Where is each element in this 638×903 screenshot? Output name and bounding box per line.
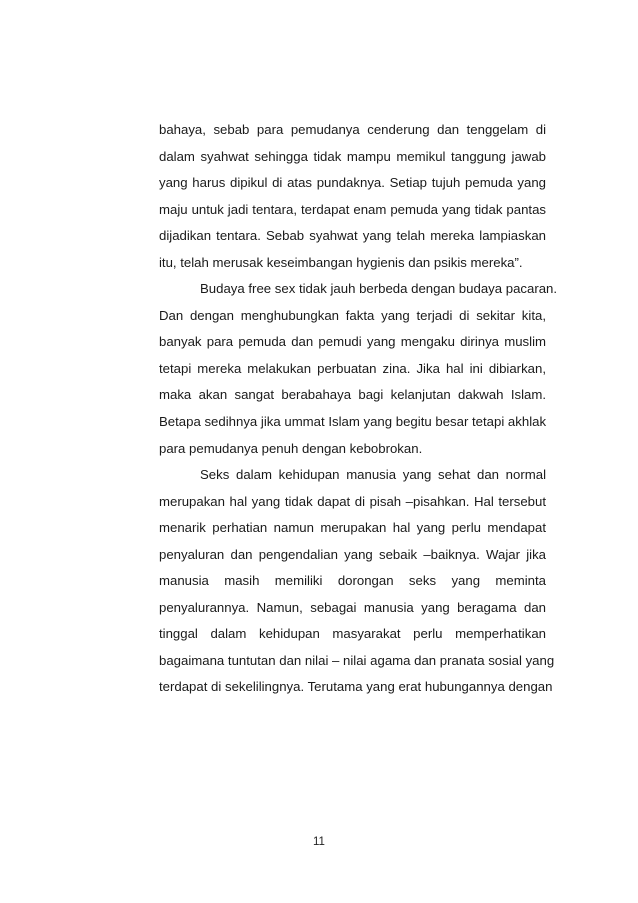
text-line: menarik perhatian namun merupakan hal yang perlu mendapat bbox=[159, 520, 546, 536]
paragraph-end-line: itu, telah merusak keseimbangan hygienis dan psikis mereka”. bbox=[159, 254, 523, 270]
body-text bbox=[159, 117, 558, 701]
text-line: dijadikan tentara. Sebab syahwat yang telah mereka lampiaskan bbox=[159, 228, 546, 244]
text-line: manusia masih memiliki dorongan seks yang meminta bbox=[159, 573, 546, 589]
paragraph-end-line: para pemudanya penuh dengan kebobrokan. bbox=[159, 440, 423, 456]
text-line: bahaya, sebab para pemudanya cenderung dan tenggelam di bbox=[159, 122, 546, 137]
text-line: dalam syahwat sehingga tidak mampu memikul tanggung jawab bbox=[159, 148, 546, 164]
text-line: Dan dengan menghubungkan fakta yang terjadi di sekitar kita, bbox=[159, 307, 546, 323]
text-line: maka akan sangat berabahaya bagi kelanjutan dakwah Islam. bbox=[159, 387, 546, 403]
text-line: Betapa sedihnya jika ummat Islam yang begitu besar tetapi akhlak bbox=[159, 414, 547, 430]
text-line: yang harus dipikul di atas pundaknya. Setiap tujuh pemuda yang bbox=[159, 175, 546, 191]
text-line: penyaluran dan pengendalian yang sebaik –baiknya. Wajar jika bbox=[159, 546, 546, 562]
paragraph-start-line: Seks dalam kehidupan manusia yang sehat dan normal bbox=[200, 467, 546, 483]
text-line: merupakan hal yang tidak dapat di pisah –pisahkan. Hal tersebut bbox=[159, 493, 546, 509]
paragraph-start-line: Budaya free sex tidak jauh berbeda dengan budaya pacaran. bbox=[200, 281, 558, 297]
text-line: tetapi mereka melakukan perbuatan zina. Jika hal ini dibiarkan, bbox=[159, 360, 546, 376]
text-line: bagaimana tuntutan dan nilai – nilai agama dan pranata sosial yang bbox=[159, 652, 555, 668]
text-line: banyak para pemuda dan pemudi yang mengaku dirinya muslim bbox=[159, 334, 546, 350]
text-line: maju untuk jadi tentara, terdapat enam pemuda yang tidak pantas bbox=[159, 201, 546, 217]
text-line: terdapat di sekelilingnya. Terutama yang erat hubungannya dengan bbox=[159, 679, 553, 695]
page-number: 11 bbox=[313, 836, 325, 848]
text-line: tinggal dalam kehidupan masyarakat perlu memperhatikan bbox=[159, 626, 546, 642]
text-line: penyalurannya. Namun, sebagai manusia yang beragama dan bbox=[159, 599, 546, 615]
